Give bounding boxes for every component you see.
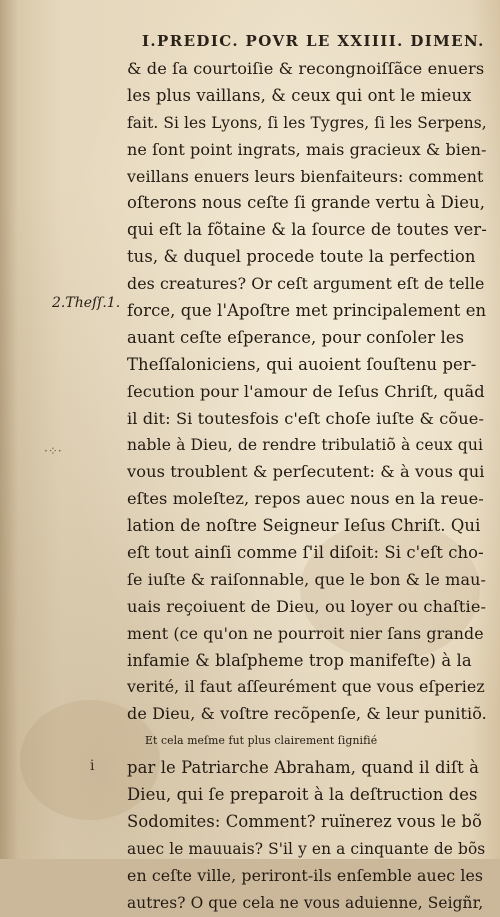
- text-line: infamie & blaſpheme trop manifeſte) à la: [127, 650, 472, 670]
- text-line: ment (ce qu'on ne pourroit nier ſans grande: [127, 623, 484, 643]
- text-line: par le Patriarche Abraham, quand il diſt à: [127, 758, 480, 778]
- text-line: fait. Si les Lyons, ſi les Tygres, ſi les Serpens,: [127, 113, 487, 132]
- text-line: des creatures? Or ceſt argument eſt de telle: [127, 274, 485, 294]
- text-line: force, que l'Apoſtre met principalement en: [127, 301, 487, 321]
- text-line: tus, & duquel procede toute la perfection: [127, 247, 476, 267]
- text-line: eſtes moleſtez, repos auec nous en la reue-: [127, 489, 484, 509]
- text-line: verité, il faut aſſeurément que vous eſperiez: [127, 677, 485, 697]
- text-line: Sodomites: Comment? ruïnerez vous le bõ: [127, 811, 482, 831]
- body-text: [127, 56, 487, 917]
- text-line: veillans enuers leurs bienfaiteurs: comment: [127, 166, 484, 186]
- text-line: auec le mauuais? S'il y en a cinquante de bõs: [127, 839, 486, 858]
- text-line: nable à Dieu, de rendre tribulatiõ à ceux qui: [127, 436, 484, 455]
- text-line: il dit: Si toutesfois c'eſt choſe iuſte & cõue-: [127, 408, 485, 428]
- margin-note: 2.Theſſ.1.: [52, 295, 121, 311]
- text-line: ſecution pour l'amour de Ieſus Chriſt, quãd: [127, 381, 485, 401]
- text-line: oſterons nous ceſte ſi grande vertu à Dieu,: [127, 193, 486, 213]
- text-line: en ceſte ville, periront-ils enſemble auec les: [127, 865, 484, 885]
- text-line: & de ſa courtoiſie & recongnoiſſãce enuers: [127, 59, 485, 78]
- running-header: I.PREDIC. POVR LE XXIIII. DIMEN.: [142, 32, 485, 50]
- text-line: eſt tout ainſi comme ſ'il diſoit: Si c'eſt cho-: [127, 543, 484, 563]
- text-line: les plus vaillans, & ceux qui ont le mieux: [127, 85, 472, 105]
- text-line: de Dieu, & voſtre recõpenſe, & leur punitiõ.: [127, 704, 487, 724]
- text-line: Dieu, qui ſe preparoit à la deſtruction des: [127, 785, 478, 805]
- text-line: ne ſont point ingrats, mais gracieux & bien-: [127, 139, 487, 159]
- margin-mark: ·⁘·: [44, 444, 62, 458]
- bottom-mark: i: [90, 758, 95, 774]
- text-line: lation de noſtre Seigneur Ieſus Chriſt. Qui: [127, 516, 481, 536]
- text-line: Et cela meſme fut plus clairement ſignifié: [145, 734, 378, 748]
- text-line: ſe iuſte & raiſonnable, que le bon & le mau-: [127, 569, 487, 589]
- text-line: autres? O que cela ne vous aduienne, Seigñr,: [127, 893, 484, 912]
- text-line: Theſſaloniciens, qui auoient ſouſtenu per-: [127, 354, 477, 374]
- text-line: vous troublent & perſecutent: & à vous qui: [127, 462, 485, 482]
- text-line: uais reçoiuent de Dieu, ou loyer ou chaſtie-: [127, 596, 487, 616]
- text-line: auant ceſte eſperance, pour conſoler les: [127, 327, 465, 347]
- text-line: qui eſt la fõtaine & la ſource de toutes ver-: [127, 220, 487, 240]
